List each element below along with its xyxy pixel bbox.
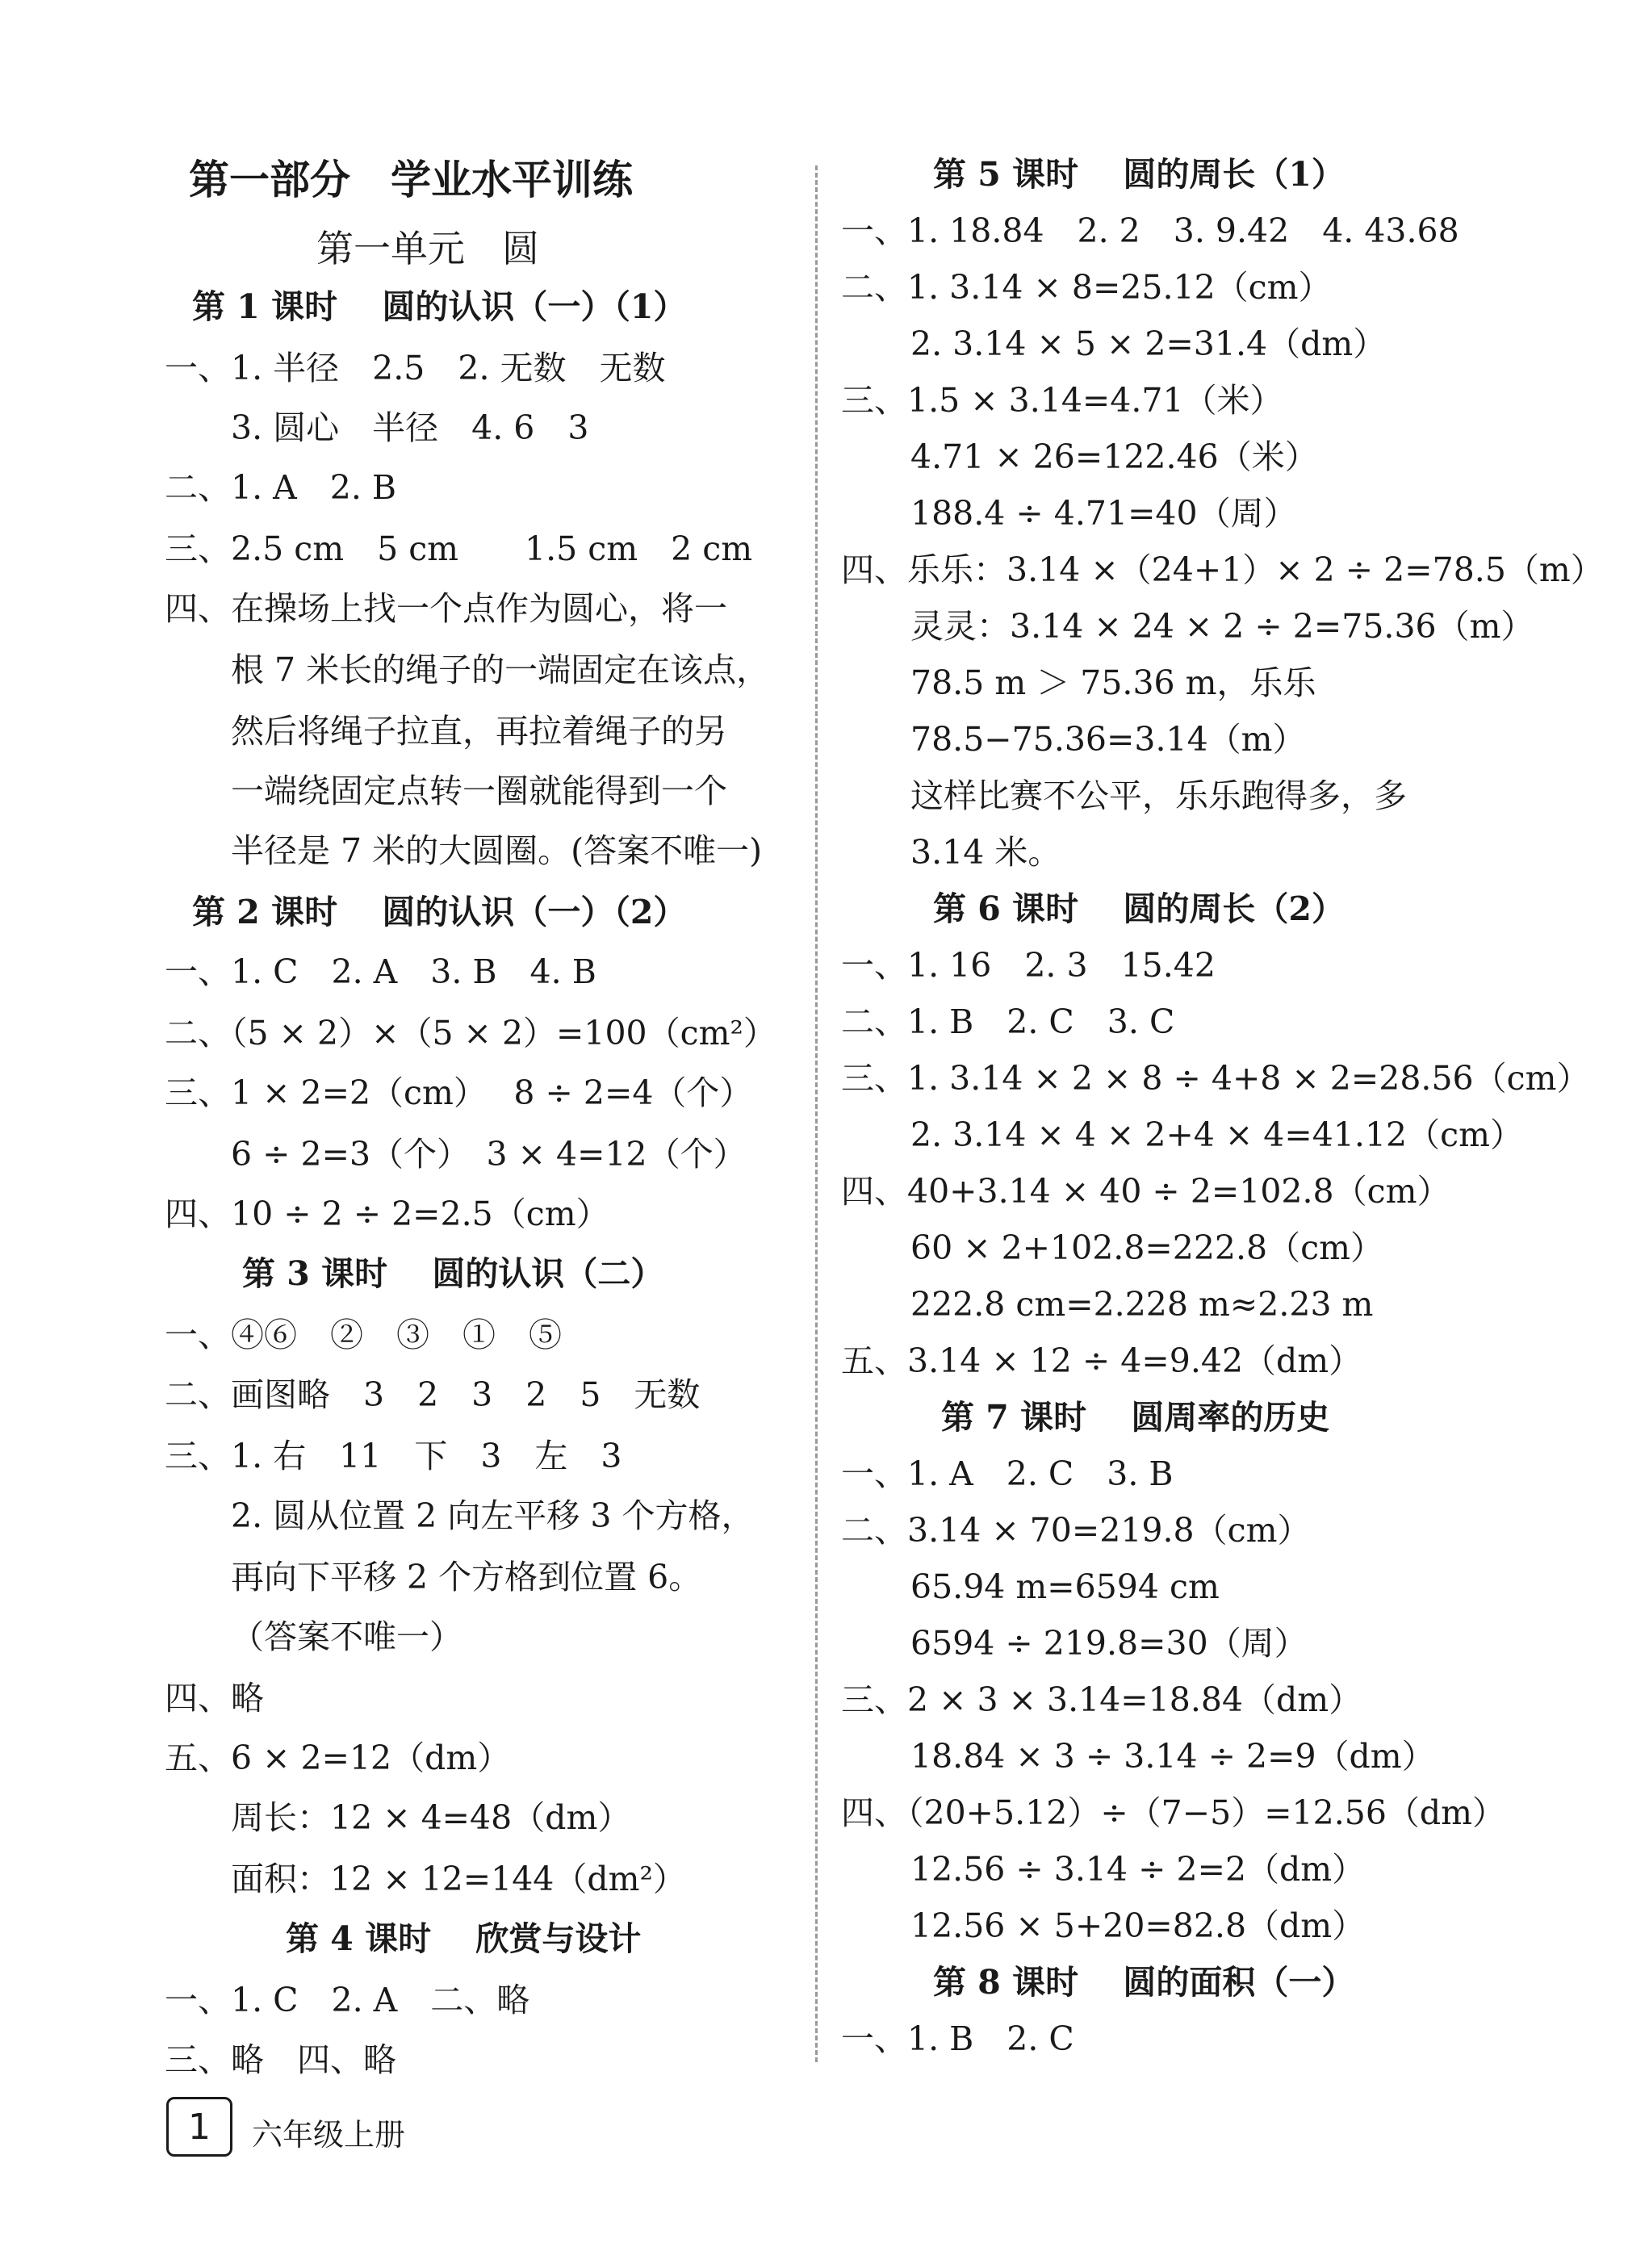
- answer-line: 四、略: [165, 1679, 264, 1718]
- answer-line: 三、2 × 3 × 3.14=18.84（dm）: [841, 1680, 1362, 1719]
- answer-line: 一端绕固定点转一圈就能得到一个: [231, 772, 727, 810]
- part-title: 第一部分 学业水平训练: [189, 157, 633, 203]
- answer-line: 一、④⑥ ② ③ ① ⑤: [165, 1316, 562, 1354]
- answer-line: 65.94 m=6594 cm: [910, 1567, 1220, 1606]
- answer-line: 三、1.5 × 3.14=4.71（米）: [841, 381, 1283, 420]
- answer-line: 二、1. A 2. B: [165, 468, 397, 507]
- answer-line: 18.84 × 3 ÷ 3.14 ÷ 2=9（dm）: [910, 1737, 1435, 1776]
- answer-line: 这样比赛不公平，乐乐跑得多，多: [910, 776, 1407, 815]
- answer-line: 然后将绳子拉直，再拉着绳子的另: [231, 712, 727, 751]
- answer-line: 三、2.5 cm 5 cm 1.5 cm 2 cm: [165, 529, 753, 568]
- answer-line: 78.5 m ＞ 75.36 m，乐乐: [910, 663, 1316, 702]
- answer-line: 12.56 × 5+20=82.8（dm）: [910, 1906, 1366, 1945]
- answer-line: 2. 3.14 × 5 × 2=31.4（dm）: [910, 324, 1387, 363]
- answer-line: 60 × 2+102.8=222.8（cm）: [910, 1228, 1383, 1267]
- answer-line: 一、1. 半径 2.5 2. 无数 无数: [165, 349, 666, 387]
- answer-line: 三、1 × 2=2（cm） 8 ÷ 2=4（个）: [165, 1073, 753, 1112]
- answer-line: 3. 圆心 半径 4. 6 3: [231, 408, 589, 447]
- answer-line: 188.4 ÷ 4.71=40（周）: [910, 494, 1297, 533]
- answer-line: 2. 3.14 × 4 × 2+4 × 4=41.12（cm）: [910, 1115, 1523, 1154]
- lesson-title: 第 2 课时 圆的认识（一）（2）: [192, 893, 687, 931]
- answer-line: 四、乐乐：3.14 ×（24+1）× 2 ÷ 2=78.5（m）: [841, 550, 1604, 589]
- answer-line: 三、1. 3.14 × 2 × 8 ÷ 4+8 × 2=28.56（cm）: [841, 1059, 1590, 1098]
- lesson-title: 第 5 课时 圆的周长（1）: [933, 155, 1345, 194]
- answer-line: 四、40+3.14 × 40 ÷ 2=102.8（cm）: [841, 1172, 1450, 1211]
- answer-line: 三、略 四、略: [165, 2040, 396, 2079]
- answer-line: 78.5−75.36=3.14（m）: [910, 720, 1306, 759]
- answer-line: 面积：12 × 12=144（dm²）: [231, 1860, 686, 1898]
- lesson-title: 第 8 课时 圆的面积（一）: [933, 1963, 1355, 2002]
- answer-line: 二、1. 3.14 × 8=25.12（cm）: [841, 268, 1332, 307]
- answer-line: 一、1. C 2. A 二、略: [165, 1981, 530, 2019]
- page-number: 1: [166, 2097, 232, 2157]
- answer-line: 一、1. 18.84 2. 2 3. 9.42 4. 43.68: [841, 211, 1459, 250]
- answer-line: 4.71 × 26=122.46（米）: [910, 437, 1318, 476]
- answer-line: 6594 ÷ 219.8=30（周）: [910, 1624, 1308, 1663]
- answer-line: 三、1. 右 11 下 3 左 3: [165, 1437, 622, 1475]
- answer-line: 四、10 ÷ 2 ÷ 2=2.5（cm）: [165, 1195, 609, 1233]
- answer-line: 一、1. C 2. A 3. B 4. B: [165, 952, 596, 991]
- answer-line: 二、（5 × 2）×（5 × 2）=100（cm²）: [165, 1014, 776, 1052]
- answer-line: 四、（20+5.12）÷（7−5）=12.56（dm）: [841, 1793, 1506, 1832]
- answer-line: 一、1. 16 2. 3 15.42: [841, 946, 1216, 985]
- answer-line: 3.14 米。: [910, 833, 1061, 872]
- unit-title: 第一单元 圆: [316, 227, 539, 270]
- lesson-title: 第 7 课时 圆周率的历史: [941, 1398, 1330, 1437]
- answer-line: 12.56 ÷ 3.14 ÷ 2=2（dm）: [910, 1850, 1366, 1889]
- answer-line: 周长：12 × 4=48（dm）: [231, 1798, 631, 1837]
- answer-line: 五、3.14 × 12 ÷ 4=9.42（dm）: [841, 1341, 1362, 1380]
- answer-line: 二、画图略 3 2 3 2 5 无数: [165, 1375, 701, 1414]
- grade-label: 六年级上册: [252, 2117, 406, 2153]
- answer-line: 根 7 米长的绳子的一端固定在该点，: [231, 651, 770, 689]
- answer-line: 6 ÷ 2=3（个） 3 × 4=12（个）: [231, 1135, 747, 1174]
- answer-line: 二、3.14 × 70=219.8（cm）: [841, 1511, 1311, 1550]
- answer-line: （答案不唯一）: [231, 1617, 462, 1656]
- column-divider: [815, 165, 818, 2062]
- answer-line: 再向下平移 2 个方格到位置 6。: [231, 1558, 702, 1596]
- answer-line: 四、在操场上找一个点作为圆心，将一: [165, 589, 727, 628]
- lesson-title: 第 3 课时 圆的认识（二）: [242, 1254, 664, 1293]
- answer-line: 半径是 7 米的大圆圈。(答案不唯一): [231, 831, 763, 870]
- lesson-title: 第 1 课时 圆的认识（一）（1）: [192, 287, 687, 326]
- answer-line: 222.8 cm=2.228 m≈2.23 m: [910, 1285, 1374, 1324]
- answer-line: 二、1. B 2. C 3. C: [841, 1002, 1175, 1041]
- lesson-title: 第 4 课时 欣赏与设计: [286, 1919, 642, 1958]
- answer-line: 2. 圆从位置 2 向左平移 3 个方格，: [231, 1496, 755, 1535]
- answer-line: 一、1. B 2. C: [841, 2019, 1074, 2058]
- lesson-title: 第 6 课时 圆的周长（2）: [933, 889, 1345, 928]
- answer-line: 灵灵：3.14 × 24 × 2 ÷ 2=75.36（m）: [910, 607, 1534, 646]
- answer-line: 五、6 × 2=12（dm）: [165, 1739, 511, 1777]
- answer-line: 一、1. A 2. C 3. B: [841, 1454, 1174, 1493]
